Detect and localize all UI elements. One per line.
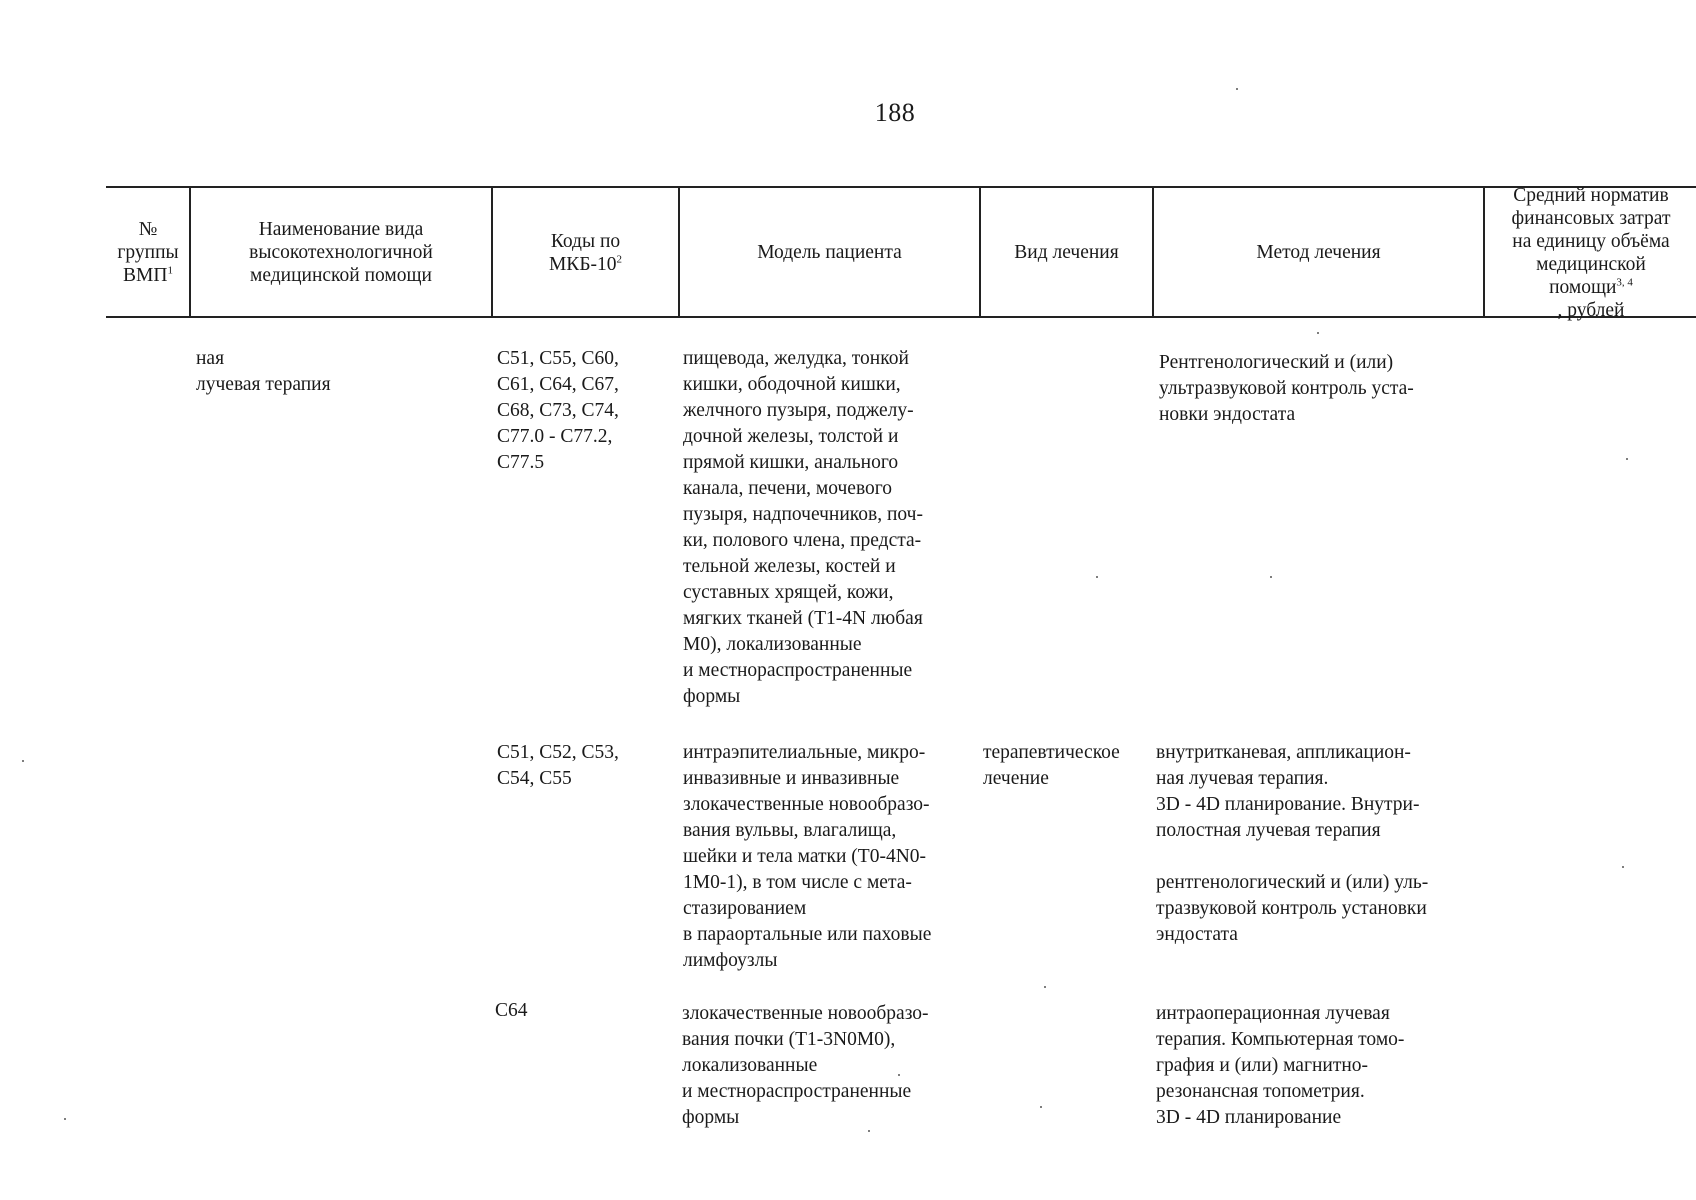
col-divider <box>491 186 493 318</box>
header-model <box>681 190 978 315</box>
row-3-codes: C64 <box>495 1000 528 1021</box>
header-group-number <box>106 190 190 315</box>
scan-speck <box>1626 458 1628 460</box>
header-codes-text: Коды по МКБ-10 <box>548 230 621 275</box>
scan-speck <box>1044 986 1046 988</box>
header-model-text: Модель пациента <box>757 242 902 263</box>
table-header-bottom-rule <box>106 316 1696 318</box>
row-1-name: ная лучевая терапия <box>196 348 331 395</box>
row-2-kind: терапевтическое лечение <box>983 742 1120 789</box>
page-number: 188 <box>874 98 916 127</box>
row-2-model: интраэпителиальные, микро- инвазивные и инвазивные злокачественные новообразо- вания вульвы, влагалища, шейки и тела матки (T0-4N0- 1M0-1), в том числе с мета- стазированием в параортальные или паховые лимфоузлы <box>683 742 932 971</box>
row-2-codes: C51, C52, C53, C54, C55 <box>497 742 619 789</box>
scan-speck <box>898 1074 900 1076</box>
header-group-number-text: № группы ВМП <box>117 219 179 286</box>
row-1-method: Рентгенологический и (или) ультразвуковой контроль уста- новки эндостата <box>1159 352 1414 425</box>
scan-speck <box>1040 1106 1042 1108</box>
row-1-model: пищевода, желудка, тонкой кишки, ободочной кишки, желчного пузыря, поджелу- дочной железы, толстой и прямой кишки, анального канала, печени, мочевого пузыря, надпочечников, поч- ки, полового члена, предста- тельной железы, костей и суставных хрящей, кожи, мягких тканей (T1-4N любая M0), локализованные и местнораспространенные формы <box>683 348 923 707</box>
footnote-3-4: 3, 4 <box>1616 276 1633 288</box>
scan-speck <box>1622 866 1624 868</box>
header-name <box>192 190 490 315</box>
header-method <box>1155 190 1482 315</box>
scan-speck <box>22 760 24 762</box>
footnote-1: 1 <box>167 264 173 277</box>
header-kind <box>982 190 1151 315</box>
col-divider <box>678 186 680 318</box>
header-cost-tail: , рублей <box>1557 299 1625 321</box>
header-name-text: Наименование вида высокотехнологичной медицинской помощи <box>249 219 433 286</box>
header-method-text: Метод лечения <box>1256 242 1381 263</box>
row-2-method: внутритканевая, аппликацион- ная лучевая терапия. 3D - 4D планирование. Внутри- полостная лучевая терапия рентгенологический и (или) уль- тразвуковой контроль установки эндостата <box>1156 742 1429 945</box>
footnote-2: 2 <box>616 253 623 265</box>
scan-speck <box>1317 332 1319 334</box>
col-divider <box>979 186 981 318</box>
header-kind-text: Вид лечения <box>1014 242 1119 263</box>
scan-speck <box>868 1130 870 1132</box>
col-divider <box>1152 186 1154 318</box>
row-1-codes: C51, C55, C60, C61, C64, C67, C68, C73, C74, C77.0 - C77.2, C77.5 <box>497 348 619 473</box>
header-cost <box>1486 184 1696 321</box>
header-codes <box>494 190 677 315</box>
row-3-model: злокачественные новообразо- вания почки (T1-3N0M0), локализованные и местнораспространенные формы <box>682 1003 929 1128</box>
table-top-rule <box>106 186 1696 188</box>
row-3-method: интраоперационная лучевая терапия. Компьютерная томо- графия и (или) магнитно- резонансная топометрия. 3D - 4D планирование <box>1156 1003 1405 1128</box>
header-cost-text: Средний норматив финансовых затрат на единицу объёма медицинской помощи <box>1511 184 1671 298</box>
col-divider <box>1483 186 1485 318</box>
scan-speck <box>1096 576 1098 578</box>
scan-speck <box>64 1118 66 1120</box>
scan-speck <box>1270 576 1272 578</box>
scan-speck <box>1236 88 1238 90</box>
